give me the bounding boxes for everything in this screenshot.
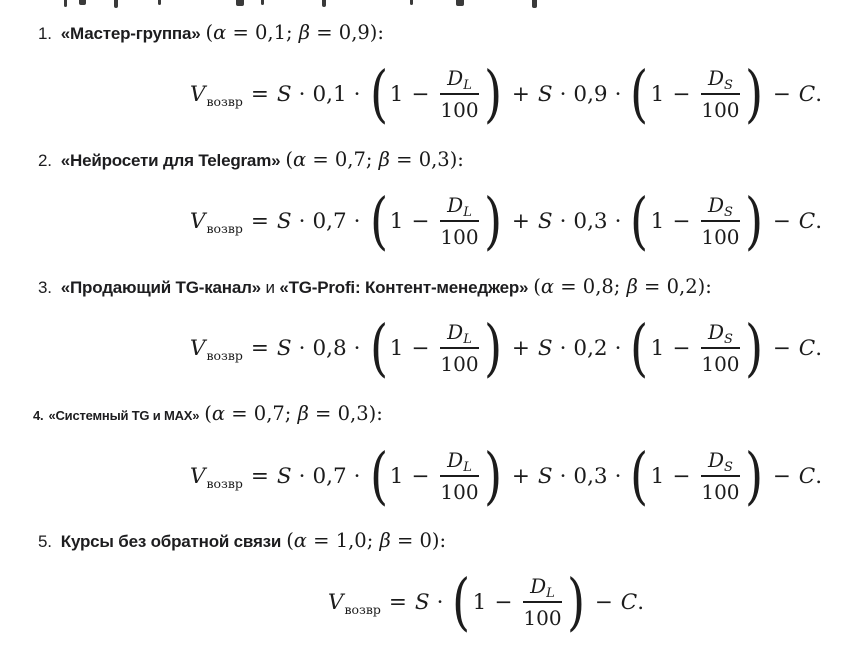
beta-coefficient: 0,3: [573, 463, 608, 489]
beta-coefficient: 0,3: [573, 208, 608, 234]
fraction-dl-100: $\frac{D_L}{100}$: [440, 448, 479, 504]
refund-formula-simple: V возвр = S · ( 1 − $\frac{D_L}{100}$ ) − C .: [327, 565, 645, 639]
cutoff-text-fragment: [236, 0, 244, 6]
beta-coefficient: 0,2: [573, 335, 608, 361]
course-refund-formula-list: [0, 20, 862, 655]
conjunction: и: [265, 278, 275, 297]
course-heading: [38, 20, 862, 47]
right-paren: ): [744, 57, 763, 131]
refund-formula: V возвр = S · 0,7 · ( 1 − $\frac{D_L}{100}$ ) + S · 0,3 · ( 1 − $\frac{D_S}{100}$ ) − C .: [189, 439, 823, 513]
course-name: «Системный TG и MAX»: [48, 408, 200, 423]
v-return-variable: V возвр: [189, 463, 243, 491]
fraction-dl-100: $\frac{D_L}{100}$: [440, 320, 479, 376]
fraction-dl-100: $\frac{D_L}{100}$: [523, 574, 562, 630]
left-paren: (: [630, 439, 649, 513]
fraction-dl-100: $\frac{D_L}{100}$: [440, 193, 479, 249]
list-number: 3.: [38, 278, 52, 297]
v-return-variable: V возвр: [189, 81, 243, 109]
left-paren: (: [630, 311, 649, 385]
course-name: «Нейросети для Telegram»: [60, 151, 281, 170]
alpha-symbol: α: [293, 529, 307, 552]
alpha-coefficient: 0,1: [312, 81, 347, 107]
alpha-coefficient: 0,7: [312, 463, 347, 489]
alpha-symbol: α: [540, 275, 555, 298]
right-paren: ): [483, 311, 502, 385]
course-heading: [38, 147, 862, 174]
left-paren: (: [369, 57, 388, 131]
alpha-symbol: α: [211, 402, 226, 425]
cutoff-text-fragment: [532, 0, 537, 8]
fraction-ds-100: $\frac{D_S}{100}$: [701, 193, 740, 249]
list-number: 5.: [38, 532, 52, 551]
heading-parameters: (α = 1,0; β = 0):: [286, 529, 447, 552]
beta-symbol: β: [379, 529, 391, 552]
right-paren: ): [483, 439, 502, 513]
list-number: 2.: [38, 151, 52, 170]
fraction-dl-100: $\frac{D_L}{100}$: [440, 66, 479, 122]
heading-parameters: (α = 0,1; β = 0,9):: [205, 21, 384, 44]
right-paren: ): [744, 311, 763, 385]
list-number: 4.: [33, 408, 44, 423]
fraction-ds-100: $\frac{D_S}{100}$: [701, 66, 740, 122]
refund-formula: V возвр = S · 0,8 · ( 1 − $\frac{D_L}{100}$ ) + S · 0,2 · ( 1 − $\frac{D_S}{100}$ ) − C .: [189, 311, 823, 385]
course-name-second: «TG-Profi: Контент-менеджер»: [279, 278, 529, 297]
alpha-symbol: α: [292, 148, 307, 171]
alpha-coefficient: 0,8: [312, 335, 347, 361]
beta-coefficient: 0,9: [573, 81, 608, 107]
left-paren: (: [369, 311, 388, 385]
beta-symbol: β: [298, 21, 311, 44]
cutoff-text-fragment: [158, 0, 161, 5]
fraction-ds-100: $\frac{D_S}{100}$: [701, 320, 740, 376]
right-paren: ): [566, 565, 585, 639]
list-number: 1.: [38, 24, 52, 43]
cutoff-text-fragment: [64, 0, 67, 7]
beta-symbol: β: [378, 148, 390, 171]
left-paren: (: [369, 184, 388, 258]
beta-symbol: β: [626, 275, 638, 298]
cutoff-text-fragment: [456, 0, 464, 6]
list-item-selling-tg-channel: [0, 274, 862, 401]
fraction-ds-100: $\frac{D_S}{100}$: [701, 448, 740, 504]
cutoff-text-fragment: [410, 0, 413, 5]
heading-parameters: (α = 0,7; β = 0,3):: [204, 402, 383, 425]
list-item-courses-without-feedback: [0, 528, 862, 655]
cutoff-text-fragment: [261, 0, 264, 5]
list-item-systemny-tg-max: [0, 401, 862, 528]
right-paren: ): [744, 184, 763, 258]
heading-parameters: (α = 0,8; β = 0,2):: [533, 275, 712, 298]
v-return-variable: V возвр: [327, 589, 381, 617]
alpha-coefficient: 0,7: [312, 208, 347, 234]
course-heading: [38, 274, 862, 301]
v-return-variable: V возвр: [189, 208, 243, 236]
right-paren: ): [483, 184, 502, 258]
alpha-symbol: α: [213, 21, 227, 44]
course-heading: [33, 401, 862, 429]
course-heading: [38, 528, 862, 555]
course-name: «Продающий TG-канал»: [60, 278, 261, 297]
cutoff-text-fragment: [79, 0, 86, 5]
beta-symbol: β: [297, 402, 309, 425]
course-name: «Мастер-группа»: [60, 24, 201, 43]
cutoff-text-fragment: [322, 0, 326, 7]
left-paren: (: [452, 565, 471, 639]
course-name: Курсы без обратной связи: [60, 532, 282, 551]
heading-parameters: (α = 0,7; β = 0,3):: [285, 148, 464, 171]
left-paren: (: [630, 57, 649, 131]
cutoff-text-fragment: [114, 0, 118, 8]
right-paren: ): [744, 439, 763, 513]
left-paren: (: [630, 184, 649, 258]
right-paren: ): [483, 57, 502, 131]
refund-formula: V возвр = S · 0,1 · ( 1 − $\frac{D_L}{100}$ ) + S · 0,9 · ( 1 − $\frac{D_S}{100}$ ) − C .: [189, 57, 823, 131]
list-item-master-group: [0, 20, 862, 147]
refund-formula: V возвр = S · 0,7 · ( 1 − $\frac{D_L}{100}$ ) + S · 0,3 · ( 1 − $\frac{D_S}{100}$ ) − C .: [189, 184, 823, 258]
list-item-neuroseti-telegram: [0, 147, 862, 274]
v-return-variable: V возвр: [189, 335, 243, 363]
left-paren: (: [369, 439, 388, 513]
